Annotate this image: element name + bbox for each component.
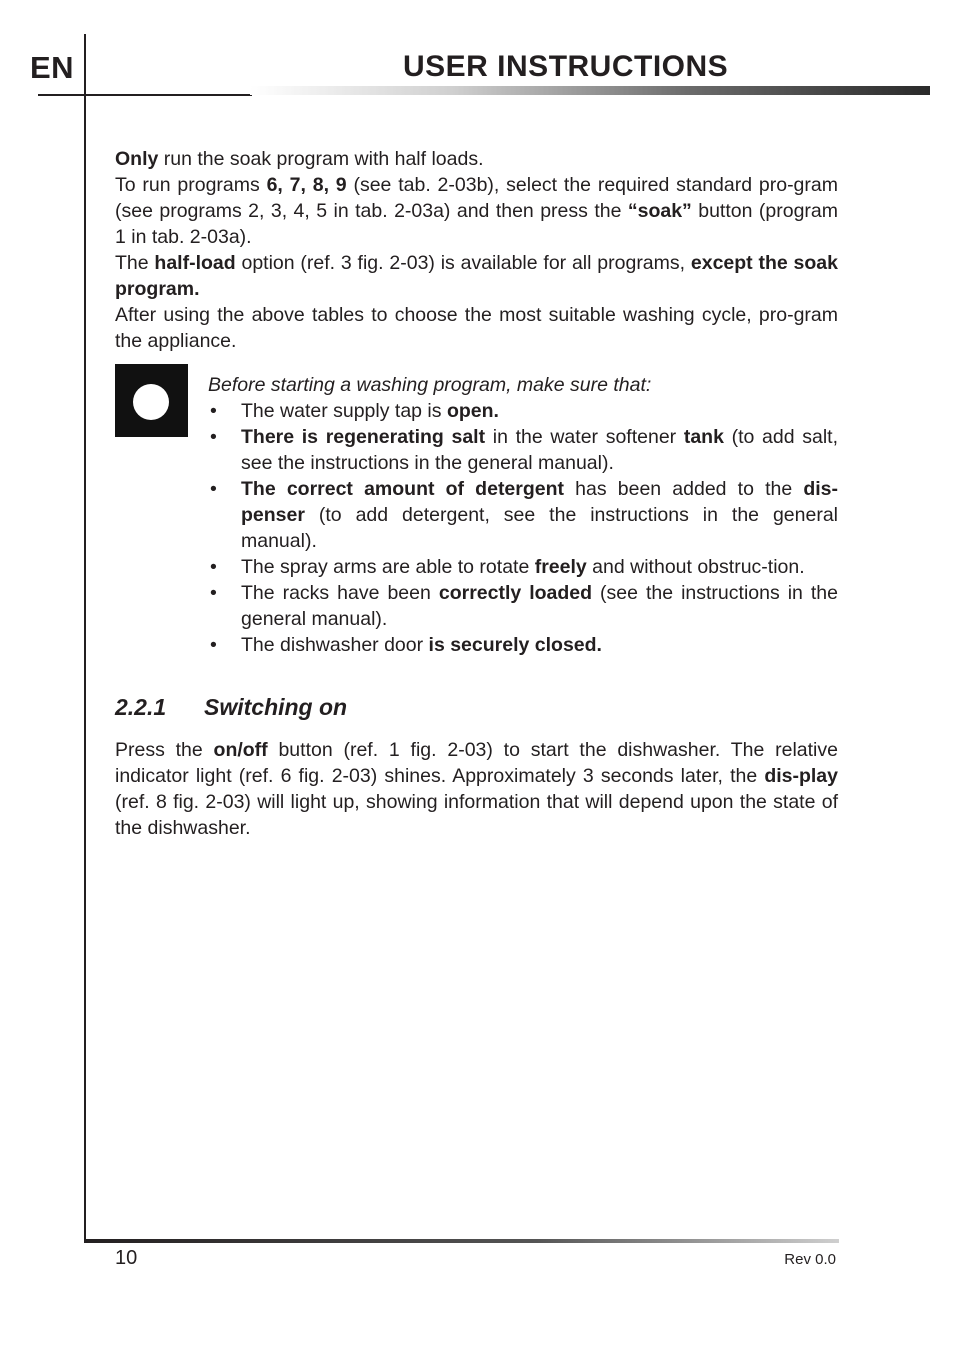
emphasis: freely <box>534 556 587 578</box>
text-run: run the soak program with half loads. <box>158 148 484 170</box>
text-run: has been added to the <box>564 478 804 500</box>
section-number: 2.2.1 <box>115 694 167 720</box>
text-run: The dishwasher door <box>241 634 429 656</box>
text-run: in the water softener <box>485 426 684 448</box>
info-dot <box>133 384 169 420</box>
info-dot-icon <box>115 364 188 437</box>
bullet: • <box>210 582 217 604</box>
text-run: (see the instructions in the general manual). <box>241 582 838 630</box>
text-run: option (ref. 3 fig. 2-03) is available for all programs, <box>235 252 691 274</box>
emphasis: is securely closed. <box>428 634 602 656</box>
checklist-item <box>208 580 838 632</box>
emphasis: There is regenerating salt <box>241 426 486 448</box>
text-run: button (ref. 1 fig. 2-03) to start the dishwasher. The relative indicator light (ref. 6 fig. 2-03) shines. Approximately 3 seconds later, the <box>115 739 838 787</box>
notice-block <box>208 372 838 658</box>
emphasis: tank <box>683 426 724 448</box>
text-run: To run programs <box>115 174 267 196</box>
checklist-item <box>208 424 838 476</box>
notice-intro: Before starting a washing program, make sure that: <box>208 374 652 396</box>
checklist-item <box>208 398 838 424</box>
intro-text <box>115 146 838 354</box>
bullet: • <box>210 634 217 656</box>
text-run: (to add detergent, see the instructions in the general manual). <box>241 504 838 552</box>
header-gradient-bar <box>250 86 930 95</box>
section-heading <box>115 694 347 721</box>
bullet: • <box>210 400 217 422</box>
text-run: The <box>115 252 155 274</box>
emphasis: on/off <box>213 739 268 761</box>
text-run: Press the <box>115 739 214 761</box>
text-run: (ref. 8 fig. 2-03) will light up, showing information that will depend upon the state of the dishwasher. <box>115 791 838 839</box>
text-run: The spray arms are able to rotate <box>241 556 535 578</box>
intro-line-1 <box>115 146 838 172</box>
emphasis: correctly loaded <box>438 582 593 604</box>
margin-rule <box>84 34 86 1240</box>
emphasis: Only <box>115 148 159 170</box>
section-paragraph <box>115 737 838 841</box>
emphasis: except the soak program. <box>115 252 838 300</box>
page-number: 10 <box>115 1247 138 1269</box>
text-run: (to add salt, see the instructions in the general manual). <box>241 426 838 474</box>
text-run: The racks have been <box>241 582 439 604</box>
language-code: EN <box>30 50 75 85</box>
emphasis: half-load <box>154 252 236 274</box>
text-run: The water supply tap is <box>241 400 447 422</box>
bullet: • <box>210 478 217 500</box>
section-body <box>115 737 838 841</box>
page-title: USER INSTRUCTIONS <box>403 50 729 83</box>
checklist <box>208 398 838 658</box>
emphasis: The correct amount of detergent <box>241 478 565 500</box>
checklist-item <box>208 554 838 580</box>
text-run: button (program 1 in tab. 2-03a). <box>115 200 838 248</box>
emphasis: “soak” <box>627 200 692 222</box>
emphasis: 6, 7, 8, 9 <box>266 174 347 196</box>
revision-label: Rev 0.0 <box>784 1251 836 1268</box>
checklist-item <box>208 476 838 554</box>
footer-rule <box>84 1239 839 1243</box>
bullet: • <box>210 426 217 448</box>
emphasis: dis-play <box>764 765 838 787</box>
emphasis: open. <box>446 400 499 422</box>
intro-line-2 <box>115 172 838 250</box>
text-run: (see tab. 2-03b), select the required standard pro-gram (see programs 2, 3, 4, 5 in tab. 2-03a) and then press the <box>115 174 838 222</box>
intro-line-4: After using the above tables to choose the most suitable washing cycle, pro-gram the appliance. <box>115 304 838 352</box>
section-title: Switching on <box>204 694 348 720</box>
emphasis: dis-penser <box>241 478 838 526</box>
checklist-item <box>208 632 838 658</box>
intro-line-3 <box>115 250 838 302</box>
header-rule <box>38 94 252 96</box>
bullet: • <box>210 556 217 578</box>
text-run: and without obstruc-tion. <box>586 556 805 578</box>
